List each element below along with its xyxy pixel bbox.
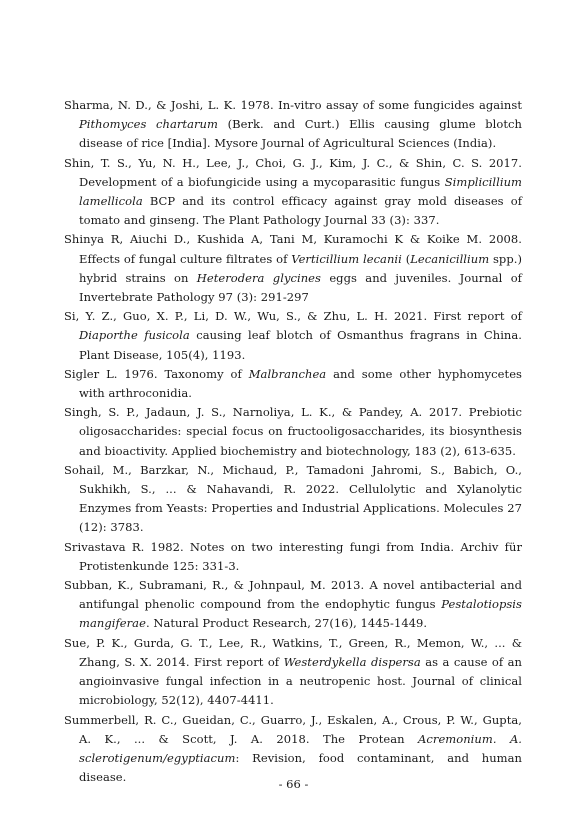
species-name: Heterodera glycines [196, 270, 321, 285]
species-name: Malbranchea [248, 366, 327, 381]
reference-entry [64, 365, 522, 403]
reference-entry [64, 461, 522, 538]
species-name: Pithomyces chartarum [79, 117, 218, 132]
reference-text: spp.) hybrid strains on [79, 251, 522, 285]
reference-text: BCP and its control efficacy against gray mold diseases of tomato and ginseng. The Plant Pathology Journal 33 (3): 337. [79, 194, 522, 228]
reference-text: Sohail, M., Barzkar, N., Michaud, P., Tamadoni Jahromi, S., Babich, O., Sukhikh, S., ... & Nahavandi, R. 2022. Cellulolytic and Xylanolytic Enzymes from Yeasts: Properties and Industrial Applications. Molecules 27 (12): 3783. [64, 462, 522, 535]
species-name: Pestalotiopsis mangiferae [79, 597, 522, 631]
reference-text: ( [401, 251, 411, 266]
reference-text: and some other hyphomycetes with arthroconidia. [79, 366, 522, 401]
reference-text: eggs and juveniles. Journal of Invertebrate Pathology 97 (3): 291-297 [79, 270, 522, 305]
species-name: Diaporthe fusicola [79, 328, 190, 343]
reference-entry [64, 96, 522, 154]
reference-entry [64, 711, 522, 788]
reference-text: Srivastava R. 1982. Notes on two interesting fungi from India. Archiv für Protistenkunde 125: 331-3. [64, 539, 522, 573]
reference-text: Shin, T. S., Yu, N. H., Lee, J., Choi, G. J., Kim, J. C., & Shin, C. S. 2017. Development of a biofungicide using a mycoparasitic fungus [64, 155, 522, 189]
reference-text: (Berk. and Curt.) Ellis causing glume blotch disease of rice [India]. Mysore Journal of Agricultural Sciences (India). [79, 117, 523, 151]
species-name: Simplicillium lamellicola [79, 174, 522, 209]
reference-text: Sigler L. 1976. Taxonomy of [64, 366, 249, 381]
reference-entry [64, 576, 522, 634]
reference-text: causing leaf blotch of Osmanthus fragrans in China. Plant Disease, 105(4), 1193. [79, 328, 522, 362]
reference-entry [64, 538, 522, 576]
reference-text: Sharma, N. D., & Joshi, L. K. 1978. In-vitro assay of some fungicides against [64, 98, 522, 112]
page-number: - 66 - [278, 777, 309, 791]
species-name: Acremonium. A. sclerotigenum/egyptiacum [79, 731, 522, 765]
species-name: Lecanicillium [410, 251, 490, 266]
reference-text: : Revision, food contaminant, and human disease. [79, 750, 522, 785]
species-name: Verticillium lecanii [291, 251, 402, 266]
reference-text: Summerbell, R. C., Gueidan, C., Guarro, J., Eskalen, A., Crous, P. W., Gupta, A. K., ... & Scott, J. A. 2018. The Protean [64, 712, 522, 746]
reference-text: Si, Y. Z., Guo, X. P., Li, D. W., Wu, S., & Zhu, L. H. 2021. First report of [64, 309, 522, 324]
reference-entry [64, 634, 522, 711]
reference-entry [64, 154, 522, 231]
reference-list [64, 96, 522, 787]
species-name: Westerdykella dispersa [283, 654, 421, 669]
reference-text: . Natural Product Research, 27(16), 1445-1449. [145, 616, 428, 631]
reference-text: as a cause of an angioinvasive fungal infection in a neutropenic host. Journal of clinical microbiology, 52(12), 4407-4411. [79, 654, 523, 708]
reference-text: Sue, P. K., Gurda, G. T., Lee, R., Watkins, T., Green, R., Memon, W., ... & Zhang, S. X. 2014. First report of [64, 635, 522, 669]
reference-text: Singh, S. P., Jadaun, J. S., Narnoliya, L. K., & Pandey, A. 2017. Prebiotic oligosaccharides: special focus on fructooligosaccharides, its biosynthesis and bioactivity. Applied biochemistry and biotechnology, 183 (2), 613-635. [64, 405, 522, 458]
reference-text: Shinya R, Aiuchi D., Kushida A, Tani M, Kuramochi K & Koike M. 2008. Effects of fungal culture filtrates of [64, 232, 522, 266]
reference-entry [64, 307, 522, 365]
reference-text: Subban, K., Subramani, R., & Johnpaul, M. 2013. A novel antibacterial and antifungal phenolic compound from the endophytic fungus [64, 578, 522, 612]
reference-entry [64, 403, 522, 461]
reference-entry [64, 230, 522, 307]
